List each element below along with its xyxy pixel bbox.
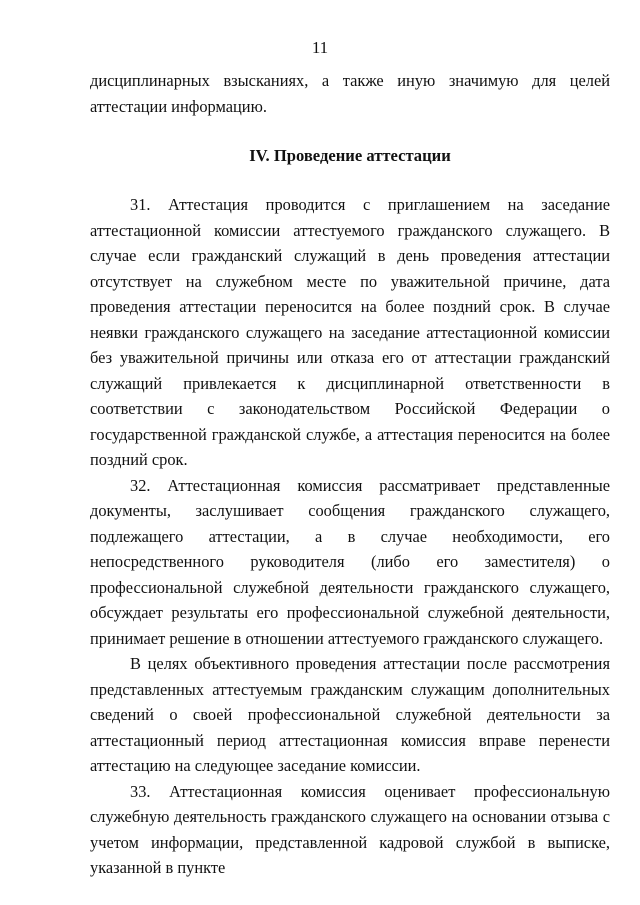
continued-paragraph: дисциплинарных взысканиях, а также иную значимую для целей аттестации информацию. xyxy=(90,71,610,116)
paragraph-32: 32. Аттестационная комиссия рассматривает представленные документы, заслушивает сообщения гражданского служащего, подлежащего аттестации, а в случае необходимости, его непосредственного руководителя (либо его заместителя) о профессиональной служебной деятельности гражданского служащего, обсуждает результаты его профессиональной служебной деятельности, принимает решение в отношении аттестуемого гражданского служащего. xyxy=(90,475,610,648)
section-heading: IV. Проведение аттестации xyxy=(249,146,451,165)
paragraph-31: 31. Аттестация проводится с приглашением на заседание аттестационной комиссии аттестуемого гражданского служащего. В случае если гражданский служащий в день проведения аттестации отсутствует на служебном месте по уважительной причине, дата проведения аттестации переносится на более поздний срок. В случае неявки гражданского служащего на заседание аттестационной комиссии без уважительной причины или отказа его от аттестации гражданский служащий привлекается к дисциплинарной ответственности в соответствии с законодательством Российской Федерации о государственной гражданской службе, а аттестация переносится на более поздний срок. xyxy=(90,195,610,469)
page-content xyxy=(90,68,610,881)
paragraph-32-continuation: В целях объективного проведения аттестации после рассмотрения представленных аттестуемым гражданским служащим дополнительных сведений о своей профессиональной служебной деятельности за аттестационный период аттестационная комиссия вправе перенести аттестацию на следующее заседание комиссии. xyxy=(90,654,610,775)
page-number: 11 xyxy=(311,38,329,57)
paragraph-33: 33. Аттестационная комиссия оценивает профессиональную служебную деятельность гражданского служащего на основании отзыва с учетом информации, представленной кадровой службой в выписке, указанной в пункте xyxy=(90,781,610,877)
